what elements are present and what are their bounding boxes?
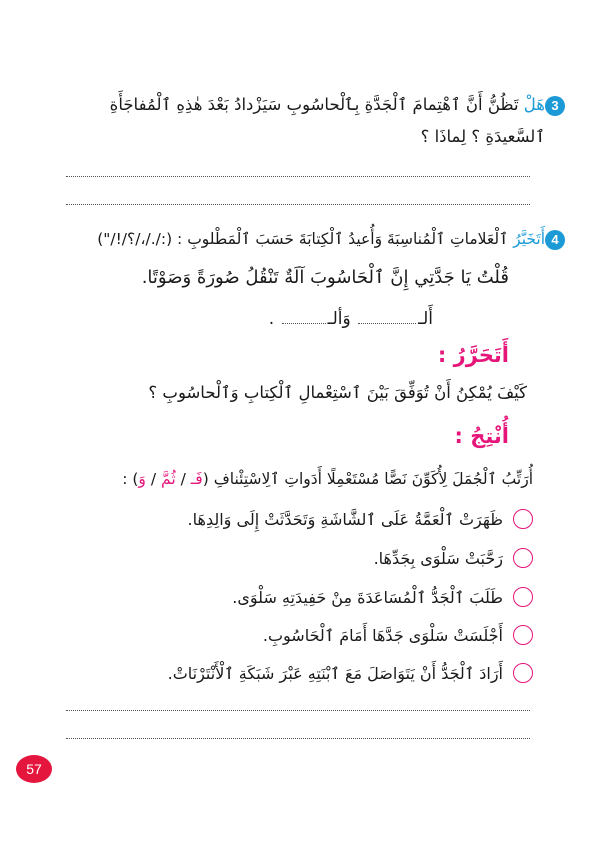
produce-instruction [122,466,533,492]
question-4-sentence: قُلْتُ يَا جَدَّتِي إِنَّ ٱلْحَاسُوبَ آلَةٌ تَنْقُلُ صُورَةً وَصَوْتًا. [141,267,509,288]
question-4-instruction [97,226,545,252]
option-row-5[interactable] [168,660,533,686]
option-text-3: طَلَبَ ٱلْجَدُّ ٱلْمُسَاعَدَةَ مِنْ حَفِيدَتِهِ سَلْوَى. [232,587,503,607]
write-section-heading: أَتَحَرَّرُ : [437,343,509,367]
question-3-line-1 [110,92,545,118]
order-radio-4[interactable] [513,625,533,645]
question-4-lead-word: أَتَخَيَّرُ [513,230,545,248]
question-4-number: 4 [545,230,565,250]
answer-line-produce-2[interactable] [66,738,530,739]
fill-blank-1[interactable] [358,323,416,324]
option-text-2: رَحَّبَتْ سَلْوَى بِجَدِّهَا. [373,548,503,568]
question-4-text: ٱلْعَلاماتِ ٱلْمُناسِبَةَ وَأُعيدُ ٱلْكِتابَةَ حَسَبَ ٱلْمَطْلوبِ : (:/./،/؟/!/") [97,230,509,248]
tool-thumma: ثُمَّ [161,470,176,488]
option-text-4: أَجْلَسَتْ سَلْوَى جَدَّهَا أَمَامَ ٱلْحَاسُوبِ. [262,625,503,645]
order-radio-3[interactable] [513,587,533,607]
option-row-4[interactable] [263,622,533,648]
fill-end-dot: . [268,309,275,329]
order-radio-5[interactable] [513,663,533,683]
option-row-2[interactable] [374,545,533,571]
question-3-text: تَظُنُّ أَنَّ ٱهْتِمامَ ٱلْجَدَّةِ بِٱلْحاسُوبِ سَيَزْدادُ بَعْدَ هٰذِهِ ٱلْمُفاجَأَةِ [109,95,519,114]
produce-section-heading: أُنْتِجُ : [454,424,509,448]
question-3-number: 3 [545,96,565,116]
option-row-1[interactable] [188,506,533,532]
tool-fa: فَـ [190,470,203,488]
tool-wa: وَ [138,470,146,488]
question-3-lead-word: هَلْ [523,95,545,114]
fill-blank-2[interactable] [282,323,326,324]
answer-line-q3-1[interactable] [66,176,530,177]
option-text-1: ظَهَرَتْ ٱلْعَمَّةُ عَلَى ٱلشَّاشَةِ وَتَحَدَّثَتْ إِلَى وَالِدِهَا. [187,509,503,529]
fill-prefix-1: أَلـ [418,309,433,329]
question-4-fill-blank[interactable] [269,306,433,332]
write-section-question: كَيْفَ يُمْكِنُ أَنْ تُوَفِّقَ بَيْنَ ٱسْتِعْمالِ ٱلْكِتابِ وَٱلْحاسُوبِ ؟ [148,383,527,402]
answer-line-produce-1[interactable] [66,710,530,711]
question-3-line-2: ٱلسَّعيدَةِ ؟ لِماذَا ؟ [420,127,545,146]
produce-instruction-end: ) : [122,470,139,488]
tool-separator-1: / [180,470,186,488]
tool-separator-2: / [150,470,157,488]
option-text-5: أَرَادَ ٱلْجَدُّ أَنْ يَتَوَاصَلَ مَعَ ٱبْنَتِهِ عَبْرَ شَبَكَةِ ٱلْأَنْتَرْنَاتْ. [167,663,503,683]
option-row-3[interactable] [232,584,533,610]
page-number-badge: 57 [16,755,52,783]
order-radio-2[interactable] [513,548,533,568]
produce-instruction-text: أُرَتِّبُ ٱلْجُمَلَ لِأُكَوِّنَ نَصًّا مُسْتَعْمِلًا أَدَواتِ ٱلِاسْتِئْنافِ ( [202,470,533,488]
answer-line-q3-2[interactable] [66,204,530,205]
order-radio-1[interactable] [513,509,533,529]
fill-prefix-2: وَألـ [327,309,351,329]
